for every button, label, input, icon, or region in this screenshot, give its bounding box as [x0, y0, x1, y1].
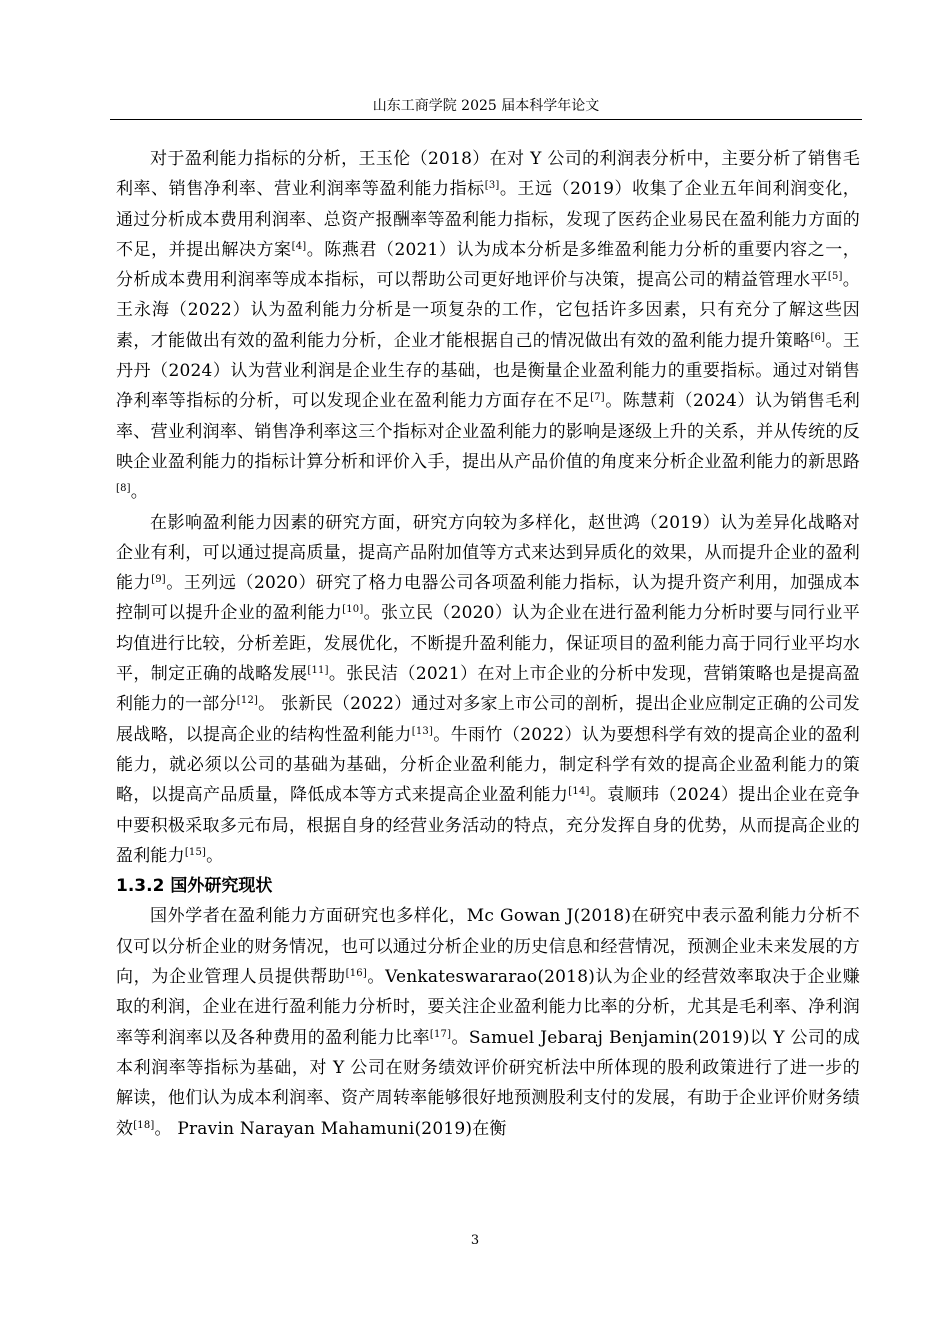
citation-marker: [12] — [236, 695, 259, 707]
text-run: 国外学者在盈利能力方面研究也多样化，Mc Gowan J(2018)在研究中表示盈利能力分析不仅可以分析企业的财务情况，也可以通过分析企业的历史信息和经营情况，预测企业未来发展的方向，为企业管理人员提供帮助 — [116, 906, 860, 988]
citation-marker: [10] — [342, 604, 364, 616]
text-run: 。张立民（2020）认为企业在进行盈利能力分析时要与同行业平均值进行比较，分析差距，发展优化，不断提升盈利能力，保证项目的盈利能力高于同行业平均水平，制定正确的战略发展 — [116, 603, 860, 685]
text-run: 。陈慧莉（2024）认为销售毛利率、营业利润率、销售净利率这三个指标对企业盈利能力的影响是逐级上升的关系，并从传统的反映企业盈利能力的指标计算分析和评价入手，提出从产品价值的角度来分析企业盈利能力的新思路 — [116, 391, 860, 472]
citation-marker: [3] — [484, 180, 500, 192]
citation-marker: [15] — [184, 846, 207, 858]
text-run: 。陈燕君（2021）认为成本分析是多维盈利能力分析的重要内容之一，分析成本费用利润率等成本指标，可以帮助公司更好地评价与决策，提高公司的精益管理水平 — [116, 239, 860, 291]
text-run: 。牛雨竹（2022）认为要想科学有效的提高企业的盈利能力，就必须以公司的基础为基础，分析企业盈利能力，制定科学有效的提高企业盈利能力的策略，以提高产品质量，降低成本等方式来提高企业盈利能力 — [116, 724, 860, 806]
citation-marker: [14] — [568, 786, 590, 798]
text-run: 。王远（2019）收集了企业五年间利润变化，通过分析成本费用利润率、总资产报酬率等盈利能力指标，发现了医药企业易民在盈利能力方面的不足，并提出解决方案 — [116, 179, 860, 260]
citation-marker: [18] — [133, 1119, 155, 1131]
citation-marker: [17] — [429, 1028, 452, 1040]
paragraph-influencing-factors — [116, 508, 860, 872]
citation-marker: [13] — [411, 725, 434, 737]
citation-marker: [8] — [116, 483, 131, 495]
text-run: 。袁顺玮（2024）提出企业在竞争中要积极采取多元布局，根据自身的经营业务活动的特点，充分发挥自身的优势，从而提高企业的盈利能力 — [116, 785, 861, 866]
citation-marker: [4] — [291, 240, 307, 252]
citation-marker: [6] — [810, 331, 826, 343]
text-run: 。王永海（2022）认为盈利能力分析是一项复杂的工作，它包括许多因素，只有充分了解这些因素，才能做出有效的盈利能力分析，企业才能根据自己的情况做出有效的盈利能力提升策略 — [116, 270, 861, 351]
text-run: 。王丹丹（2024）认为营业利润是企业生存的基础，也是衡量企业盈利能力的重要指标。通过对销售净利率等指标的分析，可以发现企业在盈利能力方面存在不足 — [116, 330, 861, 412]
text-run: 。张民洁（2021）在对上市企业的分析中发现，营销策略也是提高盈利能力的一部分 — [116, 664, 860, 715]
page-number: 3 — [470, 1233, 480, 1248]
text-run: 。 — [206, 845, 224, 866]
header-rule — [110, 119, 862, 120]
paragraph-profitability-indicators — [116, 144, 860, 508]
text-run: 。 Pravin Narayan Mahamuni(2019)在衡 — [154, 1118, 507, 1139]
text-run: 。Venkateswararao(2018)认为企业的经营效率取决于企业赚取的利润，企业在进行盈利能力分析时，要关注企业盈利能力比率的分析，尤其是毛利率、净利润率等利润率以及各种费用的盈利能力比率 — [116, 967, 860, 1048]
citation-marker: [5] — [827, 271, 843, 283]
text-run: 。 — [130, 482, 148, 503]
text-run: 。 张新民（2022）通过对多家上市公司的剖析，提出企业应制定正确的公司发展战略，以提高企业的结构性盈利能力 — [116, 694, 860, 745]
citation-marker: [9] — [151, 574, 166, 586]
citation-marker: [7] — [590, 392, 605, 404]
citation-marker: [16] — [345, 968, 367, 980]
section-heading: 1.3.2 国外研究现状 — [116, 876, 273, 897]
text-run: 。王列远（2020）研究了格力电器公司各项盈利能力指标，认为提升资产利用，加强成本控制可以提升企业的盈利能力 — [116, 573, 860, 624]
paragraph-foreign-research — [116, 901, 860, 1143]
text-run: 。Samuel Jebaraj Benjamin(2019)以 Y 公司的成本利润率等指标为基础，对 Y 公司在财务绩效评价研究析法中所体现的股利政策进行了进一步的解读，他们认为成本利润率、资产周转率能够很好地预测股利支付的发展，有助于企业评价财务绩效 — [116, 1027, 860, 1139]
citation-marker: [11] — [307, 665, 329, 677]
text-run: 在影响盈利能力因素的研究方面，研究方向较为多样化，赵世鸿（2019）认为差异化战略对企业有利，可以通过提高质量，提高产品附加值等方式来达到异质化的效果，从而提升企业的盈利能力 — [116, 512, 860, 594]
text-run: 对于盈利能力指标的分析，王玉伦（2018）在对 Y 公司的利润表分析中，主要分析了销售毛利率、销售净利率、营业利润率等盈利能力指标 — [116, 149, 860, 200]
page-body — [116, 144, 860, 1144]
running-header: 山东工商学院 2025 届本科学年论文 — [372, 98, 600, 114]
